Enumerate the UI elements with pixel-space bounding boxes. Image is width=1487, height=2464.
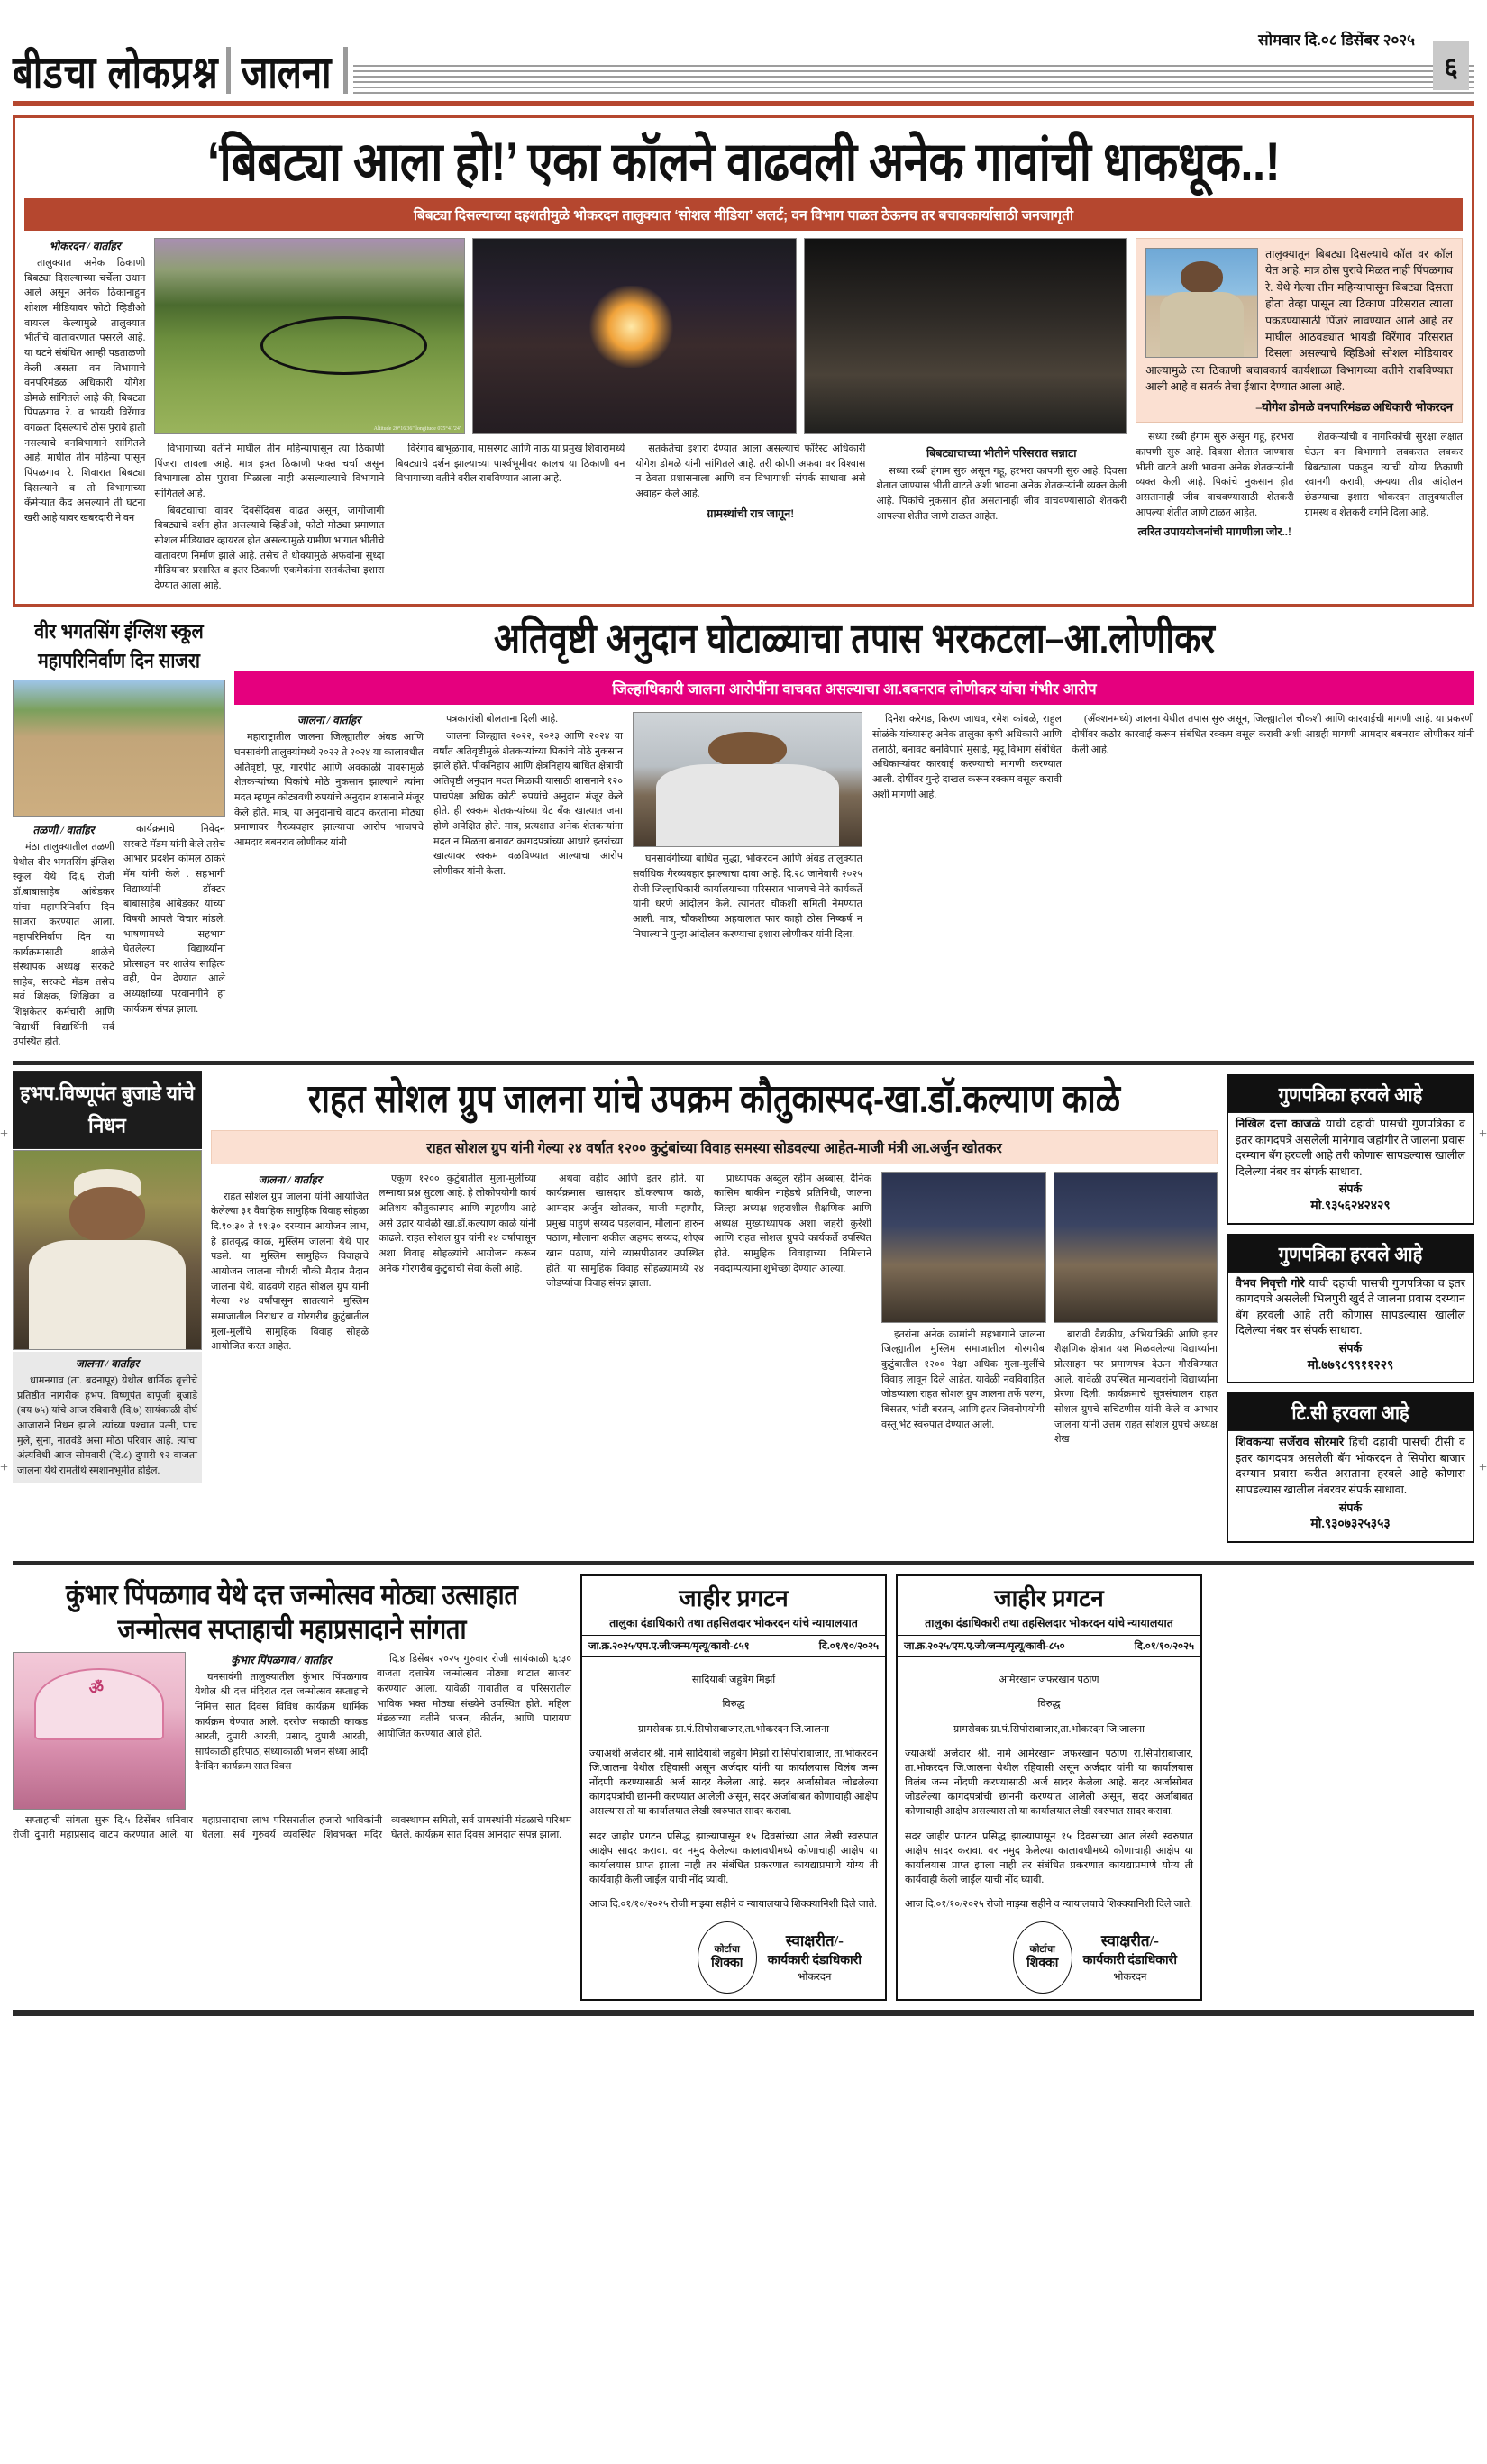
obituary-text: धामनगाव (ता. बदनापूर) येथील धार्मिक वृत्तीचे प्रतिष्ठीत नागरीक हभप. विष्णूपंत बापूजी बुजाडे (वय ७५) यांचे आज रविवारी (दि.७) सायंकाळी दीर्घ आजाराने निधन झाले. त्यांच्या पश्चात पत्नी, पाच मुले, सुना, नातवंडे असा मोठा परिवार आहे. त्यांचा अंत्यविधी आज सोमवारी (दि.८) दुपारी १२ वाजता जालना येथे रामतीर्थ स्मशानभूमीत होईल. [17,1374,197,1476]
forest-officer-photo [1145,248,1258,358]
lead-col5-text: सध्या रब्बी हंगाम सुरु असून गहू, हरभरा कापणी सुरु आहे. दिवसा शेतात जाण्यास भीती वाटते अशी भावना अनेक शेतकऱ्यांनी व्यक्त केली आहे. पिकांचे नुकसान होत असतानाही जीव वाचवण्यासाठी शेतकरी आपल्या शेतीत जाणे टाळत आहेत. [876,465,1127,522]
court-seal-icon [698,1921,757,1994]
seal-line-1: कोर्टाचा [1029,1944,1055,1955]
mass-wedding-photo-1 [881,1172,1046,1323]
notice-paragraph-2: सदर जाहीर प्रगटन प्रसिद्ध झाल्यापासून १५ दिवसांच्या आत लेखी स्वरुपात आक्षेप सादर करावा. वर नमुद केलेल्या कालावधीमध्ये कोणाचाही आक्षेप या कार्यालयास प्राप्त झाला नाही तर संबंधित प्रकरणात कायद्याप्रमाणे योग्य ती कार्यवाही केली जाईल याची नोंद घ्यावी. [905,1830,1193,1885]
story-2-column-3 [633,712,862,944]
notice-date: दि.०१/१०/२०२५ [1134,1640,1194,1652]
newspaper-page [0,31,1487,2464]
classified-ads-sidebar [1227,1074,1474,1552]
story-4-headline-line-1: कुंभार पिंपळगाव येथे दत्त जन्मोत्सव मोठ्या उत्साहात [66,1578,518,1611]
ad-body [1228,1111,1473,1223]
school-col1-text: मंठा तालुक्यातील तळणी येथील वीर भगतसिंग इंग्लिश स्कूल येथे दि.६ रोजी डॉ.बाबासाहेब आंबेडकर यांचा महापरिनिर्वाण दिन साजरा करण्यात आला. महापरिनिर्वाण दिन या कार्यक्रमासाठी शाळेचे संस्थापक अध्यक्ष सरकटे साहेब, सरकटे मॅडम तसेच सर्व शिक्षक, शिक्षिका व शिक्षकेतर कर्मचारी आणि विद्यार्थी विद्यार्थिनी सर्व उपस्थित होते. [13,842,114,1048]
ad-phone-number: मो.७७९८९९११२२९ [1307,1358,1394,1373]
officer-quote-attribution: –योगेश डोमळे वनपारिमंडळ अधिकारी भोकरदन [1255,400,1453,415]
datta-temple-photo [13,1652,186,1810]
story-4-col2-text: दि.४ डिसेंबर २०२५ गुरुवार रोजी सायंकाळी ६:३० वाजता दत्तात्रेय जन्मोत्सव मोठ्या थाटात साजरा करण्यात आला. यावेळी गावातील व परिसरातील भाविक भक्त मोठ्या संख्येने उपस्थित होते. महिला मंडळाच्या वतीने भजन, कीर्तन, आणि पारायण आयोजित करण्यात आले होते. [377,1653,571,1739]
notice-paragraph-2: सदर जाहीर प्रगटन प्रसिद्ध झाल्यापासून १५ दिवसांच्या आत लेखी स्वरुपात आक्षेप सादर करावा. वर नमुद केलेल्या कालावधीमध्ये कोणाचाही आक्षेप या कार्यालयास प्राप्त झाला नाही तर संबंधित प्रकरणात कायद्याप्रमाणे योग्य ती कार्यवाही केली जाईल याची नोंद घ्यावी. [589,1830,878,1885]
story-3-col3-text: अथवा वहीद आणि इतर होते. या कार्यक्रमास खासदार डॉ.कल्याण काळे, आमदार अर्जुन खोतकर, माजी महापौर, प्रमुख पाहुणे सय्यद पहलवान, मौलाना हारुन पठाण, मौलाना शकील अहमद सय्यद, शोएब खान पठाण, यांचे व्यासपीठावर उपस्थित होते. या सामुहिक विवाह सोहळ्यामध्ये २४ जोडप्यांचा विवाह संपन्न झाला. [546,1173,704,1290]
om-symbol-icon: ॐ [88,1679,105,1698]
obituary-block [13,1074,202,1552]
story-2-column-4 [872,712,1062,944]
story-3-col1-text: राहत सोशल ग्रुप जालना यांनी आयोजित केलेल्या ३१ वैवाहिक सामुहिक विवाह सोहळा दि.१०:३० ते ११:३० दरम्यान आयोजन लाभ, हे हातवृद्ध काळ, मुस्लिम जालना येथे पार पडले. या मुस्लिम सामुहिक विवाहाचे आयोजन जालना चौधरी चौकी मैदान मैदान जालना येथे. वाढवणे राहत सोशल ग्रुप यांनी गेल्या २४ वर्षांपासून सातत्याने मुस्लिम समाजातील निराधार व गोरगरीब कुटुंबातील मुला-मुलींचे सामुहिक विवाह सोहळे आयोजित करत आहेत. [211,1191,369,1353]
public-notice [580,1574,887,2001]
crop-mark-left-lower: + [0,1460,9,1475]
lead-col2-text: विभागाच्या वतीने माघील तीन महिन्यापासून त्या ठिकाणी पिंजरा लावला आहे. मात्र इत्रत ठिकाणी फक्त चर्चा असून विभागाला ठोस पुरावा मिळाला नाही असल्याल्याचे विभागाने सांगितले आहे. [154,443,385,499]
lead-column-1 [24,238,145,595]
ad-phone-number: मो.९३०७३२५३५३ [1310,1518,1391,1532]
lead-byline: भोकरदन / वार्ताहर [49,240,121,253]
notice-signature-block [905,1921,1193,1994]
story-2-col4-text: दिनेश करेगड, किरण जाधव, रमेश कांबळे, राहुल सोळंके यांच्यासह अनेक तालुका कृषी अधिकारी आणि तलाठी, बनावट बनविणारे मुसाई, मृदू विभाग संबंधित अधिकाऱ्यांवर कारवाई करण्याची मागणी करण्यात आली. दोषींवर गुन्हे दाखल करून रक्कम वसूल करावी अशी मागणी आहे. [872,714,1062,800]
ad-person-name: निखिल दत्ता काजळे [1236,1117,1321,1130]
notice-paragraph-3: आज दि.०१/१०/२०२५ रोजी माझ्या सहीने व न्यायालयाचे शिक्क्यानिशी दिले जाते. [905,1898,1192,1910]
school-story-headline: वीर भगतसिंग इंग्लिश स्कूल महापरिनिर्वाण दिन साजरा [34,620,204,674]
ad-description: याची दहावी पासची गुणपत्रिका व इतर कागदपत्रे असलेली मानेगाव जहांगीर ते जालना प्रवास दरम्यान बॅग हरवली आहे तरी कोणास सापडल्यास खालील दिलेल्या नंबर वर संपर्क साधावा. [1236,1117,1466,1178]
lead-col5-subhead: बिबट्याचाच्या भीतीने परिसरात सन्नाटा [926,447,1077,461]
classified-ad [1227,1234,1474,1384]
notice-place: भोकरदन [1113,1972,1147,1984]
story-2-col1-text: महाराष्ट्रातील जालना जिल्ह्यातील अंबड आणि घनसावंगी तालुक्यांमध्ये २०२२ ते २०२४ या कालावधीत अतिवृष्टी, पूर, गारपीट आणि अवकाळी पावसामुळे शेतकऱ्यांच्या पिकांचे मोठे नुकसान झाल्याने त्यांना मदत म्हणून कोट्यवधी रुपयांचे अनुदान शासनाने मंजूर केले होते. मात्र, या अनुदानाचे वाटप करताना मोठ्या प्रमाणावर गैरव्यवहार झाल्याचा आरोप भाजपचे आमदार बबनराव लोणीकर यांनी [234,732,424,848]
mass-wedding-photo-2 [1054,1172,1218,1323]
public-notice [896,1574,1202,2001]
masthead [13,31,1474,96]
mla-lonikar-photo [633,712,862,847]
school-col2-text: कार्यक्रमाचे निवेदन सरकटे मॅडम यांनी केले तसेच आभार प्रदर्शन कोमल ठाकरे मॅम यांनी केले . सहभागी विद्यार्थ्यांनी डॉक्टर बाबासाहेब आंबेडकर यांच्या विषयी आपले विचार मांडले. भाषणामध्ये सहभाग घेतलेल्या विद्यार्थ्यांना प्रोत्साहन पर शालेय साहित्य वही, पेन देण्यात आले अध्यक्षांच्या परवानगीने हा कार्यक्रम संपन्न झाला. [123,824,225,1015]
story-2-col2-text: पत्रकारांशी बोलताना दिली आहे. [446,714,559,726]
seal-line-2: शिक्का [1026,1957,1059,1971]
lead-col4-text: सतर्कतेचा इशारा देण्यात आला असल्याचे फॉरेस्ट अधिकारी योगेश डोमळे यांनी सांगितले आहे. तरी कोणी अफवा वर विश्वास न ठेवता प्रशासनाला आणि वन विभागाशी संपर्क साधावा असे अवाहन केले आहे. [635,443,866,499]
notice-ref-row [898,1636,1200,1657]
ad-headline: गुणपत्रिका हरवले आहे [1228,1074,1473,1113]
notice-reference-number: जा.क्र.२०२५/एम.ए.जी/जन्म/मृत्यू/कावी-८५० [904,1640,1065,1652]
story-4-column-2 [377,1652,571,1810]
officer-quote-box [1136,238,1463,423]
masthead-date: सोमवार दि.०८ डिसेंबर २०२५ [1258,32,1415,49]
seal-line-1: कोर्टाचा [714,1944,740,1955]
ad-person-name: शिवकन्या सर्जेराव सोरमारे [1236,1436,1345,1449]
crop-mark-right-lower: + [1478,1460,1487,1475]
masthead-title: बीडचा लोकप्रश्न [13,48,219,98]
masthead-bottom-rule [13,101,1474,106]
notice-date: दि.०१/१०/२०२५ [818,1640,879,1652]
story-2-column-1 [234,712,424,944]
story-3-byline: जालना / वार्ताहर [258,1173,322,1186]
notice-signed: स्वाक्षरीत/- [785,1932,844,1950]
lead-col6-text: शेतकऱ्यांची व नागरिकांची सुरक्षा लक्षात घेऊन वन विभागाने लवकरात लवकर बिबट्याला पकडून त्याची योग्य ठिकाणी रवानगी करावी, अन्यथा तीव्र आंदोलन छेडण्याचा इशारा भोकरदन तालुक्यातील ग्रामस्थ व शेतकरी वर्गाने दिला आहे. [1304,432,1464,518]
notice-body [898,1657,1200,1999]
story-3-column-1 [211,1172,369,1449]
lead-col5b-subhead: त्वरित उपाययोजनांची मागणीला जोर..! [1137,525,1292,539]
notice-signed: स्वाक्षरीत/- [1100,1932,1159,1950]
story-2-column-5 [1072,712,1474,944]
ad-body [1228,1271,1473,1383]
page-footer-rule [13,2010,1474,2016]
masthead-divider-left [226,47,231,94]
crop-mark-right: + [1478,1127,1487,1142]
crop-mark-left: + [0,1127,9,1142]
officer-quote-text: तालुक्यातून बिबट्या दिसल्याचे कॉल वर कॉल येत आहे. मात्र ठोस पुरावे मिळत नाही पिंपळगाव रे. येथे गेल्या तीन महिन्यापासून बिबट्या दिसला होता तेव्हा पासून त्या ठिकाण परिसरात त्याला पकडण्यासाठी पिंजरे लावण्यात आले आहे तर माघील आठवड्यात भायडी विरेंगाव परिसरात दिसला असल्याचे व्हिडिओ सोशल मीडियावर आल्यामुळे त्या ठिकाणी बचावकार्य कार्यशाळा विभागच्या वतीने राबविण्यात आली आहे व सतर्क तेचा ईशारा देण्यात आला आहे. [1145,248,1453,393]
story-4-byline: कुंभार पिंपळगाव / वार्ताहर [231,1653,332,1666]
story-3-headline: राहत सोशल ग्रुप जालना यांचे उपक्रम कौतुकास्पद-खा.डॉ.कल्याण काळे [307,1075,1121,1121]
masthead-divider-right [343,47,348,94]
deceased-portrait-photo [13,1150,202,1350]
story-4 [13,1574,571,2001]
classified-ad [1227,1392,1474,1543]
notice-signature-block [589,1921,878,1994]
story-2-col2b-text: जालना जिल्ह्यात २०२२, २०२३ आणि २०२४ या वर्षांत अतिवृष्टीमुळे शेतकऱ्यांच्या पिकांचे मोठे नुकसान झाले होते. पीकनिहाय आणि क्षेत्रनिहाय बाधित क्षेत्राची अतिवृष्टी अनुदान मदत मिळावी यासाठी शासनाने १२० पाचपेक्षा अधिक कोटी रुपयांचे अनुदान मंजूर केले होते. ही रक्कम शेतकऱ्यांच्या थेट बँक खात्यात जमा होणे अपेक्षित होते. मात्र, प्रत्यक्षात अनेक शेतकऱ्यांना मदत न मिळता बनावट कागदपत्रांच्या आधारे इतरांच्या खात्यावर रक्कम वळविण्यात आल्याचा आरोप लोणीकर यांनी केला. [433,731,623,877]
ad-contact-label: संपर्क [1338,1501,1363,1514]
story-3-col5-text: इतरांना अनेक कामांनी सहभागाने जालना जिल्ह्यातील मुस्लिम समाजातील गोरगरीब कुटुंबातील १२०० पेक्षा अधिक मुला-मुलींचे विवाह लावून दिले आहेत. यावेळी नवविवाहित जोडप्याला राहत सोशल ग्रुप जालना तर्फे पलंग, बिसतर, भांडी बरतन, आणि इतर जिवनोपयोगी वस्तू भेट स्वरुपात देण्यात आली. [881,1328,1045,1430]
story-2-subheadline: जिल्हाधिकारी जालना आरोपींना वाचवत असल्याचा आ.बबनराव लोणीकर यांचा गंभीर आरोप [234,671,1474,705]
notice-paragraph-1: ज्याअर्थी अर्जदार श्री. नामे सादियाबी जहुबेग मिर्झा रा.सिपोराबाजार, ता.भोकरदन जि.जालना येथील रहिवासी असून अर्जदार यांनी या कार्यालयास विलंब जन्म नोंदणी करण्यासाठी अर्ज सादर केलेला आहे. सदर अर्जासोबत जोडलेल्या कागदपत्रांची छाननी करण्यात आलेली असून, सदर अर्जाबाबत कोणाचाही आक्षेप असल्यास तो या कार्यालयात लेखी स्वरुपात सादर करावा. [589,1748,878,1818]
notice-applicant: आमेरखान जफरखान पठाण [999,1675,1099,1686]
ad-phone-number: मो.९३५६२४२४२९ [1310,1199,1391,1213]
notice-ref-row [582,1636,885,1657]
school-byline: तळणी / वार्ताहर [32,824,95,837]
ad-headline: टि.सी हरवला आहे [1228,1392,1473,1431]
story-3-column-2 [379,1172,536,1449]
village-crowd-photo [804,238,1127,434]
story-2-headline: अतिवृष्टी अनुदान घोटाळ्याचा तपास भरकटला–आ.लोणीकर [494,617,1215,663]
story-2 [13,617,1474,1052]
night-gathering-photo [472,238,797,434]
lead-body [24,238,1463,595]
section-divider-2 [13,1561,1474,1565]
notice-reference-number: जा.क्र.२०२५/एम.ए.जी/जन्म/मृत्यू/कावी-८५१ [588,1640,750,1652]
story-2-column-2 [433,712,623,944]
story-3-col6-text: बारावी वैद्यकीय, अभियांत्रिकी आणि इतर शैक्षणिक क्षेत्रात यश मिळवलेल्या विद्यार्थ्यांना प्रोत्साहन पर प्रमाणपत्र देऊन गौरविण्यात आले. यावेळी उपस्थित मान्यवरांनी विद्यार्थ्यांना प्रेरणा दिली. कार्यक्रमाचे सूत्रसंचालन राहत सोशल ग्रुपचे सचिटणीस यांनी केले व आभार जालना यांनी उत्तम राहत सोशल ग्रुपचे अध्यक्ष शेख [1054,1328,1218,1446]
notice-applicant: सादियाबी जहुबेग मिर्झा [691,1675,776,1686]
story-2-main [234,617,1474,1052]
story-3-column-4 [714,1172,871,1449]
notice-title: जाहीर प्रगटन [679,1583,789,1611]
obituary-headline: हभप.विष्णूपंत बुजाडे यांचे निधन [13,1071,202,1149]
story-4-headline [13,1578,571,1647]
story-3-col4-text: प्राध्यापक अब्दुल रहीम अब्बास, दैनिक कासिम बाकीन नाहेडचे प्रतिनिधी, जालना जिल्हा अध्यक्ष शहराशील शैक्षणिक आणि अध्यक्ष मुख्याध्यापक अशा जहरी कुरेशी आणि राहत सोशल ग्रुपचे कार्यकर्ते उपस्थित होते. सामुहिक विवाहाच्या निमित्ताने नवदाम्पत्यांना शुभेच्छा देण्यात आल्या. [714,1173,871,1274]
notice-court: तालुका दंडाधिकारी तथा तहसिलदार भोकरदन यांचे न्यायालयात [898,1613,1200,1636]
ad-headline: गुणपत्रिका हरवले आहे [1228,1234,1473,1273]
notice-body [582,1657,885,1999]
section-divider-1 [13,1061,1474,1065]
ad-contact-label: संपर्क [1338,1342,1363,1355]
story-3-column-5 [881,1172,1218,1449]
story-2-sidebar [13,617,225,1052]
story-4-and-notices [13,1574,1474,2001]
lead-col1-text: तालुक्यात अनेक ठिकाणी बिबट्या दिसल्याच्या चर्चेला उधान आले असून अनेक ठिकानाहुन शोशल मीडियावर फोटो व्हिडीओ वायरल केल्यामुळे तालुक्यात भीतीचे वातावरणात पसरले आहे. या घटने संबंधित आम्ही पडताळणी केली असता वन विभागाचे वनपरिमंडळ अधिकारी योगेश डोमळे सांगितले आहे की, बिबट्या पिंपळगाव रे. व भायडी विरेंगाव वगळता दिसल्याचे ठोस पुरावे हाती नसल्याचे वनविभागाने सांगितले आहे. माघील तीन महिन्या पासून पिंपळगाव रे. शिवारात बिबट्या दिसल्याने व तो विभागाच्या कॅमेऱ्यात कैद असल्याने ती घटना खरी आहे यावर खबरदारी ने वन [24,258,146,524]
story-4-col3-text: सप्ताहाची सांगता सुरू दि.५ डिसेंबर शनिवार रोजी दुपारी महाप्रसाद वाटप करण्यात आले. या महाप्रसादाचा लाभ परिसरातील हजारो भाविकांनी घेतला. सर्व गुरुवर्य व्यवस्थित शिवभक्त मंदिर व्यवस्थापन समिती, सर्व ग्रामस्थांनी मंडळाचे परिश्रम घेतले. कार्यक्रम सात दिवस आनंदात संपन्न झाला. [13,1814,571,1841]
lead-subheadline: बिबट्या दिसल्याच्या दहशतीमुळे भोकरदन तालुक्यात ‘सोशल मीडिया’ अलर्ट; वन विभाग पाळत ठेऊनच तर बचावकार्यासाठी जनजागृती [24,198,1463,231]
story-3-subheadline: राहत सोशल ग्रुप यांनी गेल्या २४ वर्षात १२०० कुटुंबांच्या विवाह समस्या सोडवल्या आहेत-माजी मंत्री आ.अर्जुन खोतकर [211,1130,1218,1164]
notice-versus: विरुद्ध [1037,1699,1061,1711]
story-3-col2-text: एकूण १२०० कुटुंबातील मुला-मुलींच्या लग्नाचा प्रश्न सुटला आहे. हे लोकोपयोगी कार्य अतिशय कौतुकास्पद आणि स्पृहणीय आहे असे उद्गार यावेळी खा.डॉ.कल्याण काळे यांनी काढले. राहत सोशल ग्रुप यांनी २४ वर्षापासून अशा विवाह सोहळ्यांचे आयोजन करून अनेक गोरगरीब कुटुंबांची सेवा केली आहे. [379,1173,536,1274]
obituary-byline: जालना / वार्ताहर [75,1356,140,1370]
classified-ad [1227,1074,1474,1225]
lead-story [13,115,1474,607]
notice-respondent: ग्रामसेवक ग्रा.पं.सिपोराबाजार,ता.भोकरदन जि.जालना [637,1723,830,1735]
notice-paragraph-3: आज दि.०१/१०/२०२५ रोजी माझ्या सहीने व न्यायालयाचे शिक्क्यानिशी दिले जाते. [589,1898,877,1910]
ad-body [1228,1429,1473,1541]
ad-description: हिची दहावी पासची टीसी व इतर कागदपत्र असलेली बॅग भोकरदन ते सिपोरा बाजार दरम्यान प्रवास करीत असताना हरवले आहे कोणास सापडल्यास खालील नंबरवर संपर्क साधावा. [1236,1436,1465,1497]
seal-line-2: शिक्का [711,1957,744,1971]
lead-column-2 [154,238,1127,595]
lead-col5b-text: सध्या रब्बी हंगाम सुरु असून गहू, हरभरा कापणी सुरु आहे. दिवसा शेतात जाण्यास भीती वाटते अशी भावना अनेक शेतकऱ्यांनी व्यक्त केली आहे. पिकांचे नुकसान होत असतानाही जीव वाचवण्यासाठी शेतकरी आपल्या शेतीत जाणे टाळत आहेत. [1136,432,1294,518]
notice-designation: कार्यकारी दंडाधिकारी [1082,1954,1177,1968]
school-col2 [123,822,225,1052]
story-4-continued [13,1813,571,1844]
lead-col4-subhead: ग्रामस्थांची रात्र जागून! [707,506,795,520]
ad-person-name: वैभव निवृत्ती गोरे [1236,1276,1305,1290]
notice-paragraph-1: ज्याअर्थी अर्जदार श्री. नामे आमेरखान जफरखान पठाण रा.सिपोराबाजार, ता.भोकरदन जि.जालना येथील रहिवासी असून अर्जदार यांनी या कार्यालयास विलंब जन्म नोंदणी करण्यासाठी अर्ज सादर केलेला आहे. सदर अर्जासोबत जोडलेल्या कागदपत्रांची छाननी करण्यात आलेली असून, सदर अर्जाबाबत कोणाचाही आक्षेप असल्यास तो या कार्यालयात लेखी स्वरुपात सादर करावा. [905,1748,1193,1818]
notice-versus: विरुद्ध [722,1699,745,1711]
notice-title: जाहीर प्रगटन [994,1583,1104,1611]
lead-column-3 [1136,238,1463,595]
leopard-field-photo [154,238,465,434]
story-4-headline-line-2: जन्मोत्सव सप्ताहाची महाप्रसादाने सांगता [117,1613,467,1645]
school-event-photo [13,680,225,817]
notice-designation: कार्यकारी दंडाधिकारी [767,1954,862,1968]
photo-geotag-caption: Altitude 20°16'36" longitude 075°41'24" [373,426,462,433]
story-2-col5-text: (अँक्शनमध्ये) जालना येथील तपास सुरु असून, जिल्ह्यातील चौकशी आणि कारवाईची मागणी आहे. या प्रकरणी दोषींवर कठोर कारवाई करून संबंधित रक्कम वसूल करावी अशी आग्रही मागणी आमदार बबनराव लोणीकर यांनी केली आहे. [1072,714,1474,755]
ad-contact-label: संपर्क [1338,1182,1363,1196]
story-3-main [211,1074,1218,1552]
page-number: ६ [1433,41,1469,90]
lead-col3-text: विरंगाव बाभूळगाव, मासरगट आणि नाऊ या प्रमुख शिवारामध्ये बिबट्याचे दर्शन झाल्याच्या पार्श्वभूमीवर कालच या ठिकाणी वन विभागाच्या वतीने वरील राबविण्यात आला आहे. [395,443,625,485]
story-2-byline: जालना / वार्ताहर [296,714,361,727]
story-3 [13,1074,1474,1552]
lead-headline: ‘बिबट्या आला हो!’ एका कॉलने वाढवली अनेक गावांची धाकधूक..! [206,131,1281,193]
story-3-column-3 [546,1172,704,1449]
court-seal-icon [1013,1921,1072,1994]
lead-col2b-text: बिबटचााचा वावर दिवसेंदिवस वाढत असून, जागोजागी बिबट्याचे दर्शन होत असल्याचे व्हिडीओ, फोटो मोठ्या प्रमाणात सोशल मीडियावर व्हायरल होत असल्यामुळे ग्रामीण भागात भीतीचे वातावरण निर्माण झाले आहे. तसेच ते धोक्यामुळे अफवांना सुध्दा मीडियावर प्रसारित व इतर ठिकाणी एकमेकांना सतर्कतेचा इशारा देण्यात आला आहे. [154,505,385,591]
masthead-city: जालना [241,48,332,98]
masthead-rule-lines [353,52,1474,96]
notice-place: भोकरदन [798,1972,832,1984]
ad-description: याची दहावी पासची गुणपत्रिका व इतर कागदपत्रे असलेली भिलपुरी खुर्द ते जालना प्रवास दरम्यान बॅग हरवली आहे तरी कोणास सापडल्यास खालील दिलेल्या नंबर वर संपर्क साधावा. [1236,1276,1465,1337]
notice-court: तालुका दंडाधिकारी तथा तहसिलदार भोकरदन यांचे न्यायालयात [582,1613,885,1636]
notice-respondent: ग्रामसेवक ग्रा.पं.सिपोराबाजार,ता.भोकरदन जि.जालना [953,1723,1145,1735]
story-4-col1-text: घनसावंगी तालुक्यातील कुंभार पिंपळगाव येथील श्री दत्त मंदिरात दत्त जन्मोत्सव सप्ताहाचे निमित्त सात दिवस विविध कार्यक्रम धार्मिक कार्यक्रम घेण्यात आले. दररोज सकाळी काकड आरती, दुपारी आरती, प्रसाद, दुपारी आरती, सायंकाळी हरिपाठ, संध्याकाळी भजन संध्या आदी दैनंदिन कार्यक्रम सात दिवस [195,1671,369,1773]
story-2-col3-text: घनसावंगीच्या बाधित सुद्धा, भोकरदन आणि अंबड तालुक्यात सर्वाधिक गैरव्यवहार झाल्याचा दावा आहे. दि.२८ जानेवारी २०२५ रोजी जिल्हाधिकारी कार्यालयाच्या परिसरात भाजपचे नेते कार्यकर्ते यांनी धरणे आंदोलन केले. त्यानंतर चौकशी समिती नेमण्यात आली. मात्र, चौकशीच्या अहवालात फार काही ठोस निष्कर्ष न निघाल्याने पुन्हा आंदोलन करण्याचा इशारा लोणीकर यांनी दिला. [633,853,862,940]
